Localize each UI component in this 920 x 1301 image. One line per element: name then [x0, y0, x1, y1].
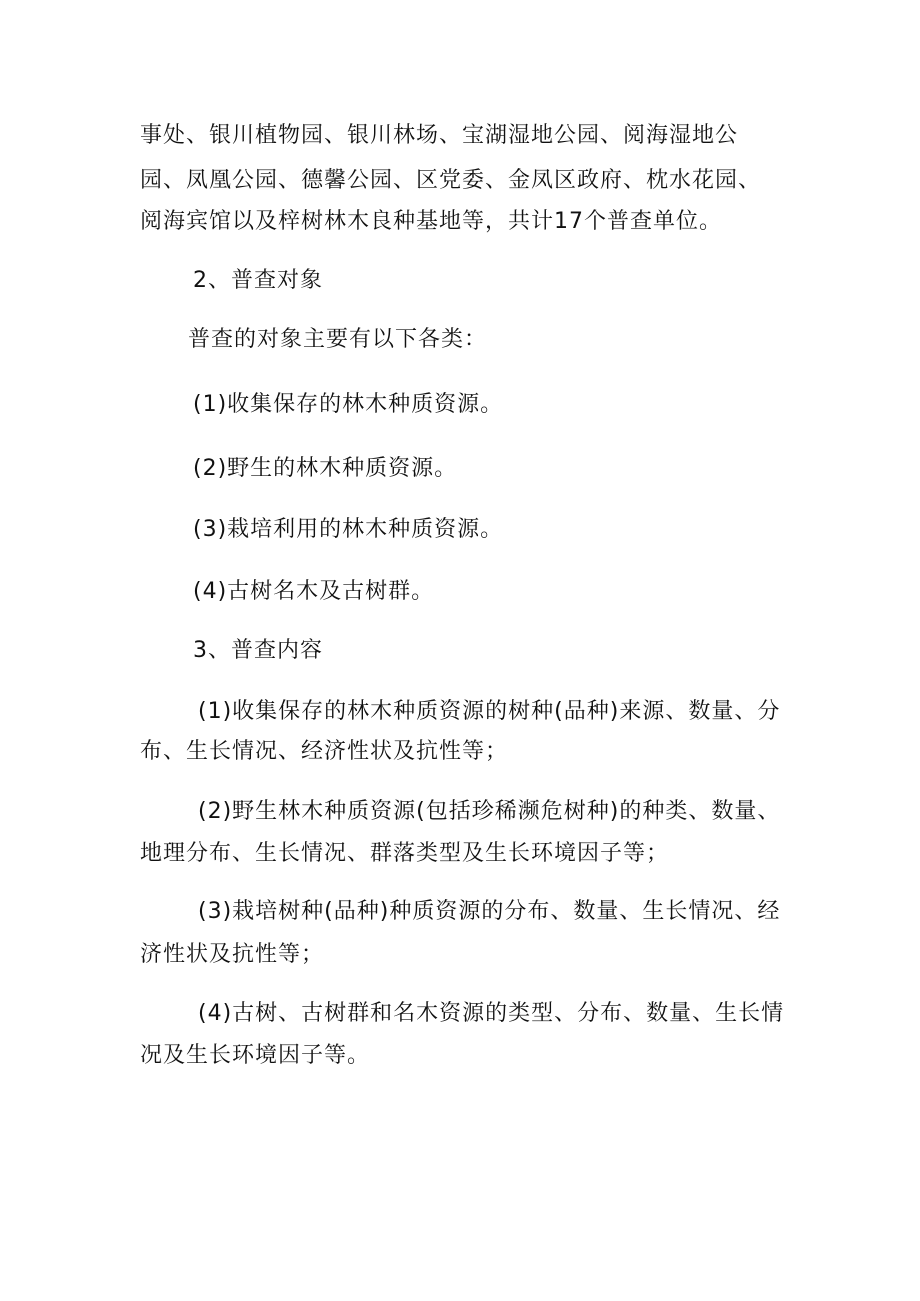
list-item: (2)野生的林木种质资源。	[193, 456, 458, 481]
list-item: (3)栽培利用的林木种质资源。	[193, 517, 504, 542]
paragraph-line: (4)古树、古树群和名木资源的类型、分布、数量、生长情	[198, 1001, 785, 1026]
paragraph-line: 事处、银川植物园、银川林场、宝湖湿地公园、阅海湿地公	[140, 123, 739, 148]
list-item: (1)收集保存的林木种质资源。	[193, 392, 504, 417]
paragraph-line: (1)收集保存的林木种质资源的树种(品种)来源、数量、分	[198, 699, 781, 724]
paragraph-line: 普查的对象主要有以下各类：	[188, 327, 488, 352]
paragraph-line: 况及生长环境因子等。	[140, 1043, 371, 1068]
paragraph-line: 地理分布、生长情况、群落类型及生长环境因子等；	[140, 841, 670, 866]
paragraph-line: 布、生长情况、经济性状及抗性等；	[140, 739, 509, 764]
section-heading: 3、普查内容	[193, 638, 323, 663]
paragraph-line: (3)栽培树种(品种)种质资源的分布、数量、生长情况、经	[198, 899, 781, 924]
list-item: (4)古树名木及古树群。	[193, 579, 435, 604]
paragraph-line: 园、凤凰公园、德馨公园、区党委、金凤区政府、枕水花园、	[140, 168, 762, 193]
paragraph-line: 阅海宾馆以及梓树林木良种基地等，共计17个普查单位。	[140, 209, 722, 234]
paragraph-line: (2)野生林木种质资源(包括珍稀濒危树种)的种类、数量、	[198, 799, 781, 824]
section-heading: 2、普查对象	[193, 268, 323, 293]
paragraph-line: 济性状及抗性等；	[140, 942, 325, 967]
